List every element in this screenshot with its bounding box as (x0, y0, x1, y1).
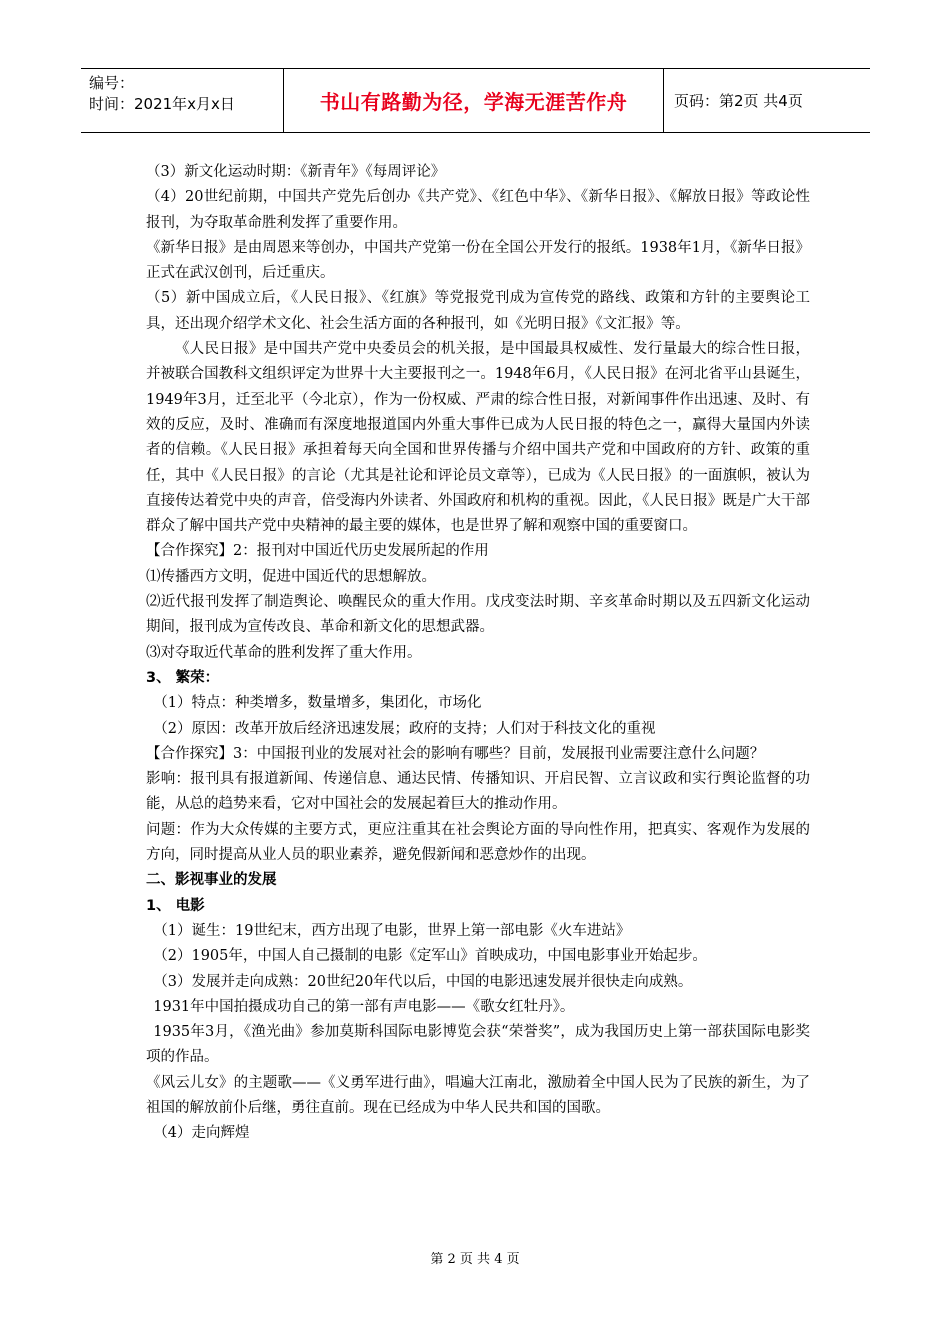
paragraph-1935: 1935年3月，《渔光曲》参加莫斯科国际电影博览会获“荣誉奖”，成为我国历史上第一部获国际电影奖项的作品。 (146, 1024, 810, 1066)
header-motto: 书山有路勤为径，学海无涯苦作舟 (319, 90, 628, 114)
header-motto-cell (284, 69, 664, 132)
paragraph-after-1949: （5）新中国成立后，《人民日报》、《红旗》等党报党刊成为宣传党的路线、政策和方针的主要舆论工具，还出现介绍学术文化、社会生活方面的各种报刊，如《光明日报》《文汇报》等。 (146, 290, 810, 332)
list-item: （1）特点：种类增多，数量增多，集团化，市场化 (153, 695, 482, 712)
list-item: （3）发展并走向成熟：20世纪20年代以后，中国的电影迅速发展并很快走向成熟。 (153, 973, 693, 990)
header-page-cell (664, 69, 870, 132)
inquiry-heading-2: 【合作探究】2：报刊对中国近代历史发展所起的作用 (146, 543, 489, 560)
document-body (146, 160, 810, 1147)
paragraph-influence: 影响：报刊具有报道新闻、传递信息、通达民情、传播知识、开启民智、立言议政和实行舆论监督的功能，从总的趋势来看，它对中国社会的发展起着巨大的推动作用。 (146, 771, 810, 813)
page-footer: 第 2 页 共 4 页 (430, 1252, 520, 1267)
list-item: ⑶对夺取近代革命的胜利发挥了重大作用。 (146, 644, 422, 661)
list-item: （1）诞生：19世纪末，西方出现了电影，世界上第一部电影《火车进站》 (153, 922, 631, 939)
document-number-label: 编号： (89, 74, 135, 92)
page-header (81, 68, 870, 133)
list-item: （2）1905年，中国人自己摄制的电影《定军山》首映成功，中国电影事业开始起步。 (153, 948, 707, 965)
paragraph-new-culture: （3）新文化运动时期：《新青年》《每周评论》 (146, 164, 446, 180)
paragraph-early-20th: （4）20世纪前期，中国共产党先后创办《共产党》、《红色中华》、《新华日报》、《解放日报》等政论性报刊，为夺取革命胜利发挥了重要作用。 (146, 189, 810, 231)
paragraph-problems: 问题：作为大众传媒的主要方式，更应注重其在社会舆论方面的导向性作用，把真实、客观作为发展的方向，同时提高从业人员的职业素养，避免假新闻和恶意炒作的出现。 (146, 821, 810, 864)
header-meta-cell (81, 69, 284, 132)
list-item: （2）原因：改革开放后经济迅速发展；政府的支持；人们对于科技文化的重视 (153, 720, 656, 737)
paragraph-xinhua-daily: 《新华日报》是由周恩来等创办，中国共产党第一份在全国公开发行的报纸。1938年1月，《新华日报》正式在武汉创刊，后迁重庆。 (146, 239, 810, 282)
section-heading-prosperity: 3、 繁荣： (146, 669, 220, 686)
header-page-code: 页码：第2页 共4页 (674, 92, 803, 110)
list-item: （4）走向辉煌 (153, 1125, 250, 1142)
paragraph-peoples-daily: 《人民日报》是中国共产党中央委员会的机关报，是中国最具权威性、发行量最大的综合性日报，并被联合国教科文组织评定为世界十大主要报刊之一。1948年6月，《人民日报》在河北省平山县诞生，1949年3月，迁至北平（今北京），作为一份权威、严肃的综合性日报，对新闻事件作出迅速、及时、有效的反应，及时、准确而有深度地报道国内外重大事件已成为人民日报的特色之一，赢得大量国内外读者的信赖。《人民日报》承担着每天向全国和世界传播与介绍中国共产党和中国政府的方针、政策的重任，其中《人民日报》的言论（尤其是社论和评论员文章等），已成为《人民日报》的一面旗帜，被认为直接传达着党中央的声音，倍受海内外读者、外国政府和机构的重视。因此，《人民日报》既是广大干部群众了解中国共产党中央精神的最主要的媒体，也是世界了解和观察中国的重要窗口。 (146, 341, 810, 535)
section-heading-film-tv: 二、影视事业的发展 (146, 872, 277, 889)
section-heading-film: 1、 电影 (146, 897, 205, 914)
paragraph-anthem: 《风云儿女》的主题歌——《义勇军进行曲》，唱遍大江南北，激励着全中国人民为了民族的新生，为了祖国的解放前仆后继，勇往直前。现在已经成为中华人民共和国的国歌。 (146, 1074, 810, 1116)
document-date-label: 时间：2021年x月x日 (89, 95, 235, 113)
list-item: ⑵近代报刊发挥了制造舆论、唤醒民众的重大作用。戊戌变法时期、辛亥革命时期以及五四新文化运动期间，报刊成为宣传改良、革命和新文化的思想武器。 (146, 594, 810, 636)
paragraph-1931: 1931年中国拍摄成功自己的第一部有声电影——《歌女红牡丹》。 (153, 998, 575, 1015)
inquiry-heading-3: 【合作探究】3：中国报刊业的发展对社会的影响有哪些？目前，发展报刊业需要注意什么问题？ (146, 745, 765, 762)
list-item: ⑴传播西方文明，促进中国近代的思想解放。 (146, 568, 436, 585)
